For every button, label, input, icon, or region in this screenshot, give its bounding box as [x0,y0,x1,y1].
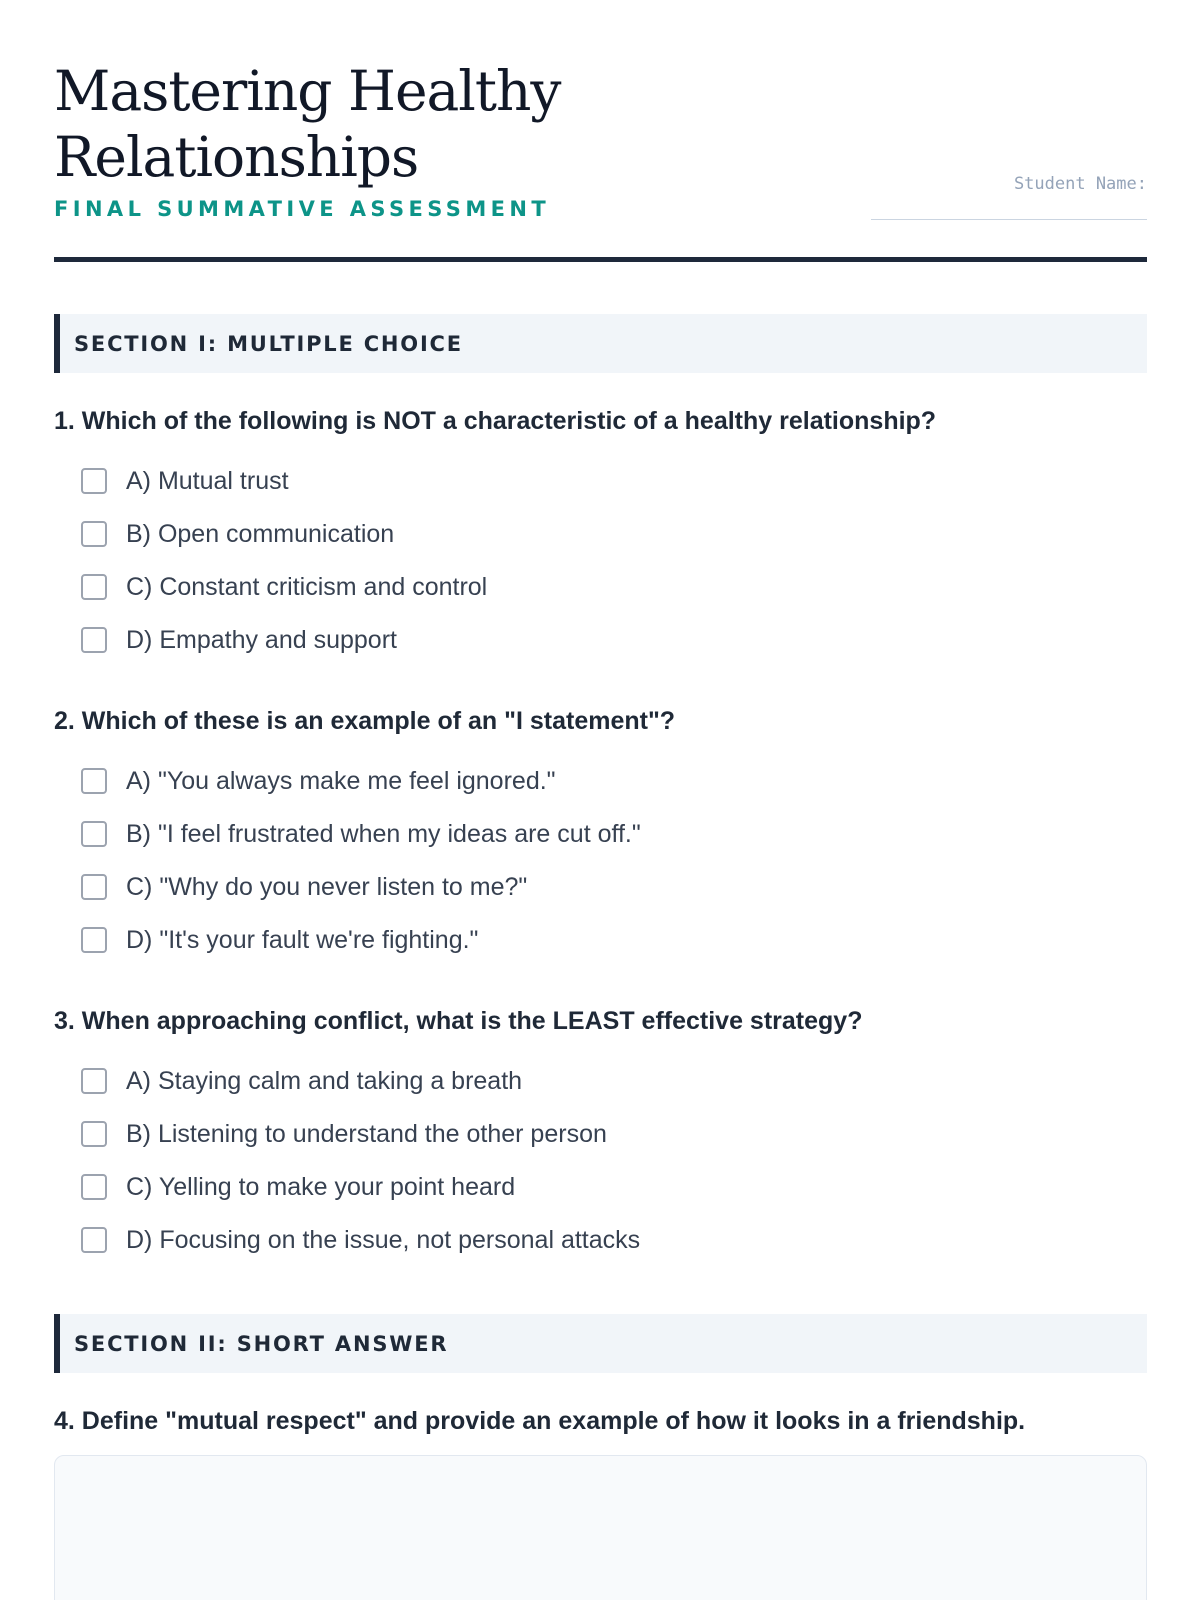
q2-option-c[interactable] [81,872,527,902]
title-line-1: Mastering Healthy [54,59,561,123]
page-title [54,58,674,190]
checkbox[interactable] [81,768,107,794]
section-2-header: SECTION II: SHORT ANSWER [54,1314,1147,1373]
option-label: D) "It's your fault we're fighting." [126,925,479,954]
option-label: B) Open communication [126,519,395,548]
short-answer-textarea[interactable] [54,1455,1147,1600]
q3-option-b[interactable] [81,1119,607,1149]
q2-option-a[interactable] [81,766,556,796]
question-3: 3. When approaching conflict, what is the LEAST effective strategy? [54,1007,863,1035]
checkbox[interactable] [81,468,107,494]
header [54,0,1147,262]
checkbox[interactable] [81,1068,107,1094]
q2-option-d[interactable] [81,925,478,955]
q1-option-b[interactable] [81,519,394,549]
checkbox[interactable] [81,927,107,953]
checkbox[interactable] [81,1121,107,1147]
option-label: A) Staying calm and taking a breath [126,1066,523,1095]
section-1-header: SECTION I: MULTIPLE CHOICE [54,314,1147,373]
option-label: C) Yelling to make your point heard [126,1172,516,1201]
q1-option-d[interactable] [81,625,397,655]
question-2: 2. Which of these is an example of an "I statement"? [54,707,676,735]
title-line-2: Relationships [54,125,419,189]
checkbox[interactable] [81,627,107,653]
checkbox[interactable] [81,821,107,847]
q3-option-a[interactable] [81,1066,522,1096]
checkbox[interactable] [81,1227,107,1253]
option-label: D) Focusing on the issue, not personal attacks [126,1225,641,1254]
student-name-field[interactable] [871,219,1147,220]
question-4: 4. Define "mutual respect" and provide an example of how it looks in a friendship. [54,1407,1026,1435]
option-label: A) Mutual trust [126,466,289,495]
checkbox[interactable] [81,874,107,900]
option-label: B) "I feel frustrated when my ideas are cut off." [126,819,641,848]
option-label: B) Listening to understand the other person [126,1119,607,1148]
option-label: C) Constant criticism and control [126,572,488,601]
checkbox[interactable] [81,574,107,600]
student-name-label: Student Name: [1013,174,1147,194]
option-label: A) "You always make me feel ignored." [126,766,556,795]
q3-option-c[interactable] [81,1172,515,1202]
page-subtitle: FINAL SUMMATIVE ASSESSMENT [54,197,551,221]
q1-option-c[interactable] [81,572,487,602]
assessment-page [54,0,1147,1435]
option-label: C) "Why do you never listen to me?" [126,872,528,901]
checkbox[interactable] [81,1174,107,1200]
question-1: 1. Which of the following is NOT a characteristic of a healthy relationship? [54,407,937,435]
q1-option-a[interactable] [81,466,289,496]
checkbox[interactable] [81,521,107,547]
q3-option-d[interactable] [81,1225,640,1255]
q2-option-b[interactable] [81,819,641,849]
option-label: D) Empathy and support [126,625,397,654]
